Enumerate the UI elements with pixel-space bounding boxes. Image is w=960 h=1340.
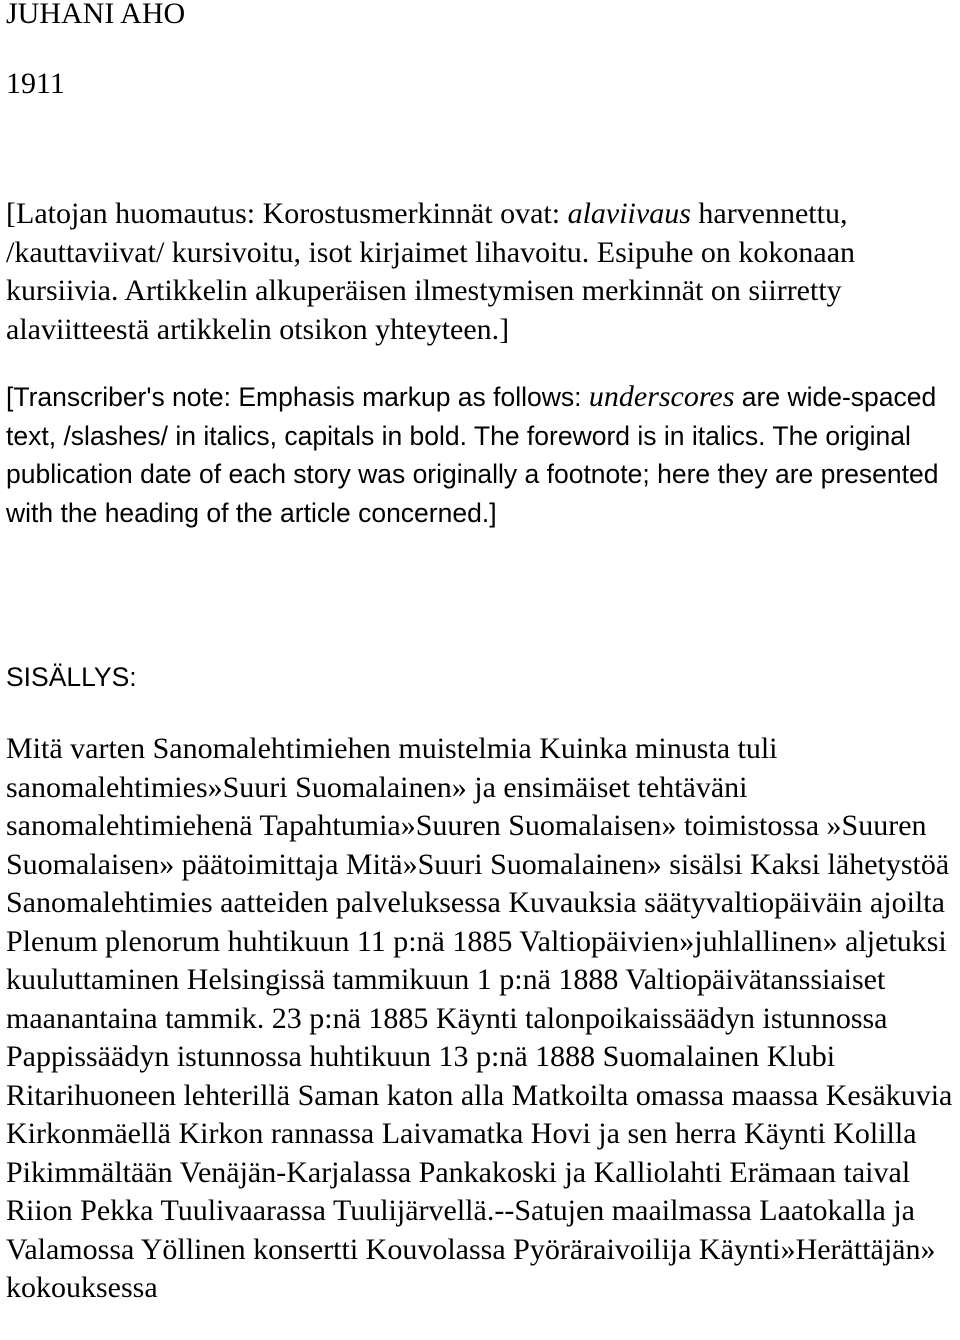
publication-year: 1911 <box>6 67 65 100</box>
english-note-text-end: are wide-spaced text, /slashes/ in italics, capitals in bold. The foreword is in italics. The original publication date of each story was originally a footnote; here they are presented with the heading of the article concerned.] <box>6 382 939 528</box>
contents-heading: SISÄLLYS: <box>6 662 137 692</box>
english-note-text-start: [Transcriber's note: Emphasis markup as follows: <box>6 382 589 412</box>
english-transcriber-note <box>6 378 956 532</box>
finnish-note-italic: alaviivaus <box>567 197 691 230</box>
finnish-typesetter-note <box>6 195 956 349</box>
author-name: JUHANI AHO <box>6 0 186 30</box>
finnish-note-text-end: harvennettu, /kauttaviivat/ kursivoitu, isot kirjaimet lihavoitu. Esipuhe on kokonaan kursiivia. Artikkelin alkuperäisen ilmestymisen merkinnät on siirretty alaviitteestä artikkelin otsikon yhteyteen.] <box>6 197 856 346</box>
english-note-italic: underscores <box>588 380 735 413</box>
finnish-note-text-start: [Latojan huomautus: Korostusmerkinnät ovat: <box>6 197 568 230</box>
contents-list: Mitä varten Sanomalehtimiehen muistelmia Kuinka minusta tuli sanomalehtimies»Suuri Suomalainen» ja ensimäiset tehtäväni sanomalehtimiehenä Tapahtumia»Suuren Suomalaisen» toimistossa »Suuren Suomalaisen» päätoimittaja Mitä»Suuri Suomalainen» sisälsi Kaksi lähetystöä Sanomalehtimies aatteiden palveluksessa Kuvauksia säätyvaltiopäiväin ajoilta Plenum plenorum huhtikuun 11 p:nä 1885 Valtiopäivien»juhlallinen» aljetuksi kuuluttaminen Helsingissä tammikuun 1 p:nä 1888 Valtiopäivätanssiaiset maanantaina tammik. 23 p:nä 1885 Käynti talonpoikaissäädyn istunnossa Pappissäädyn istunnossa huhtikuun 13 p:nä 1888 Suomalainen Klubi Ritarihuoneen lehterillä Saman katon alla Matkoilta omassa maassa Kesäkuvia Kirkonmäellä Kirkon rannassa Laivamatka Hovi ja sen herra Käynti Kolilla Pikimmältään Venäjän-Karjalassa Pankakoski ja Kalliolahti Erämaan taival Riion Pekka Tuulivaarassa Tuulijärvellä.--Satujen maailmassa Laatokalla ja Valamossa Yöllinen konsertti Kouvolassa Pyöräraivoilija Käynti»Herättäjän» kokouksessa <box>6 732 953 1304</box>
